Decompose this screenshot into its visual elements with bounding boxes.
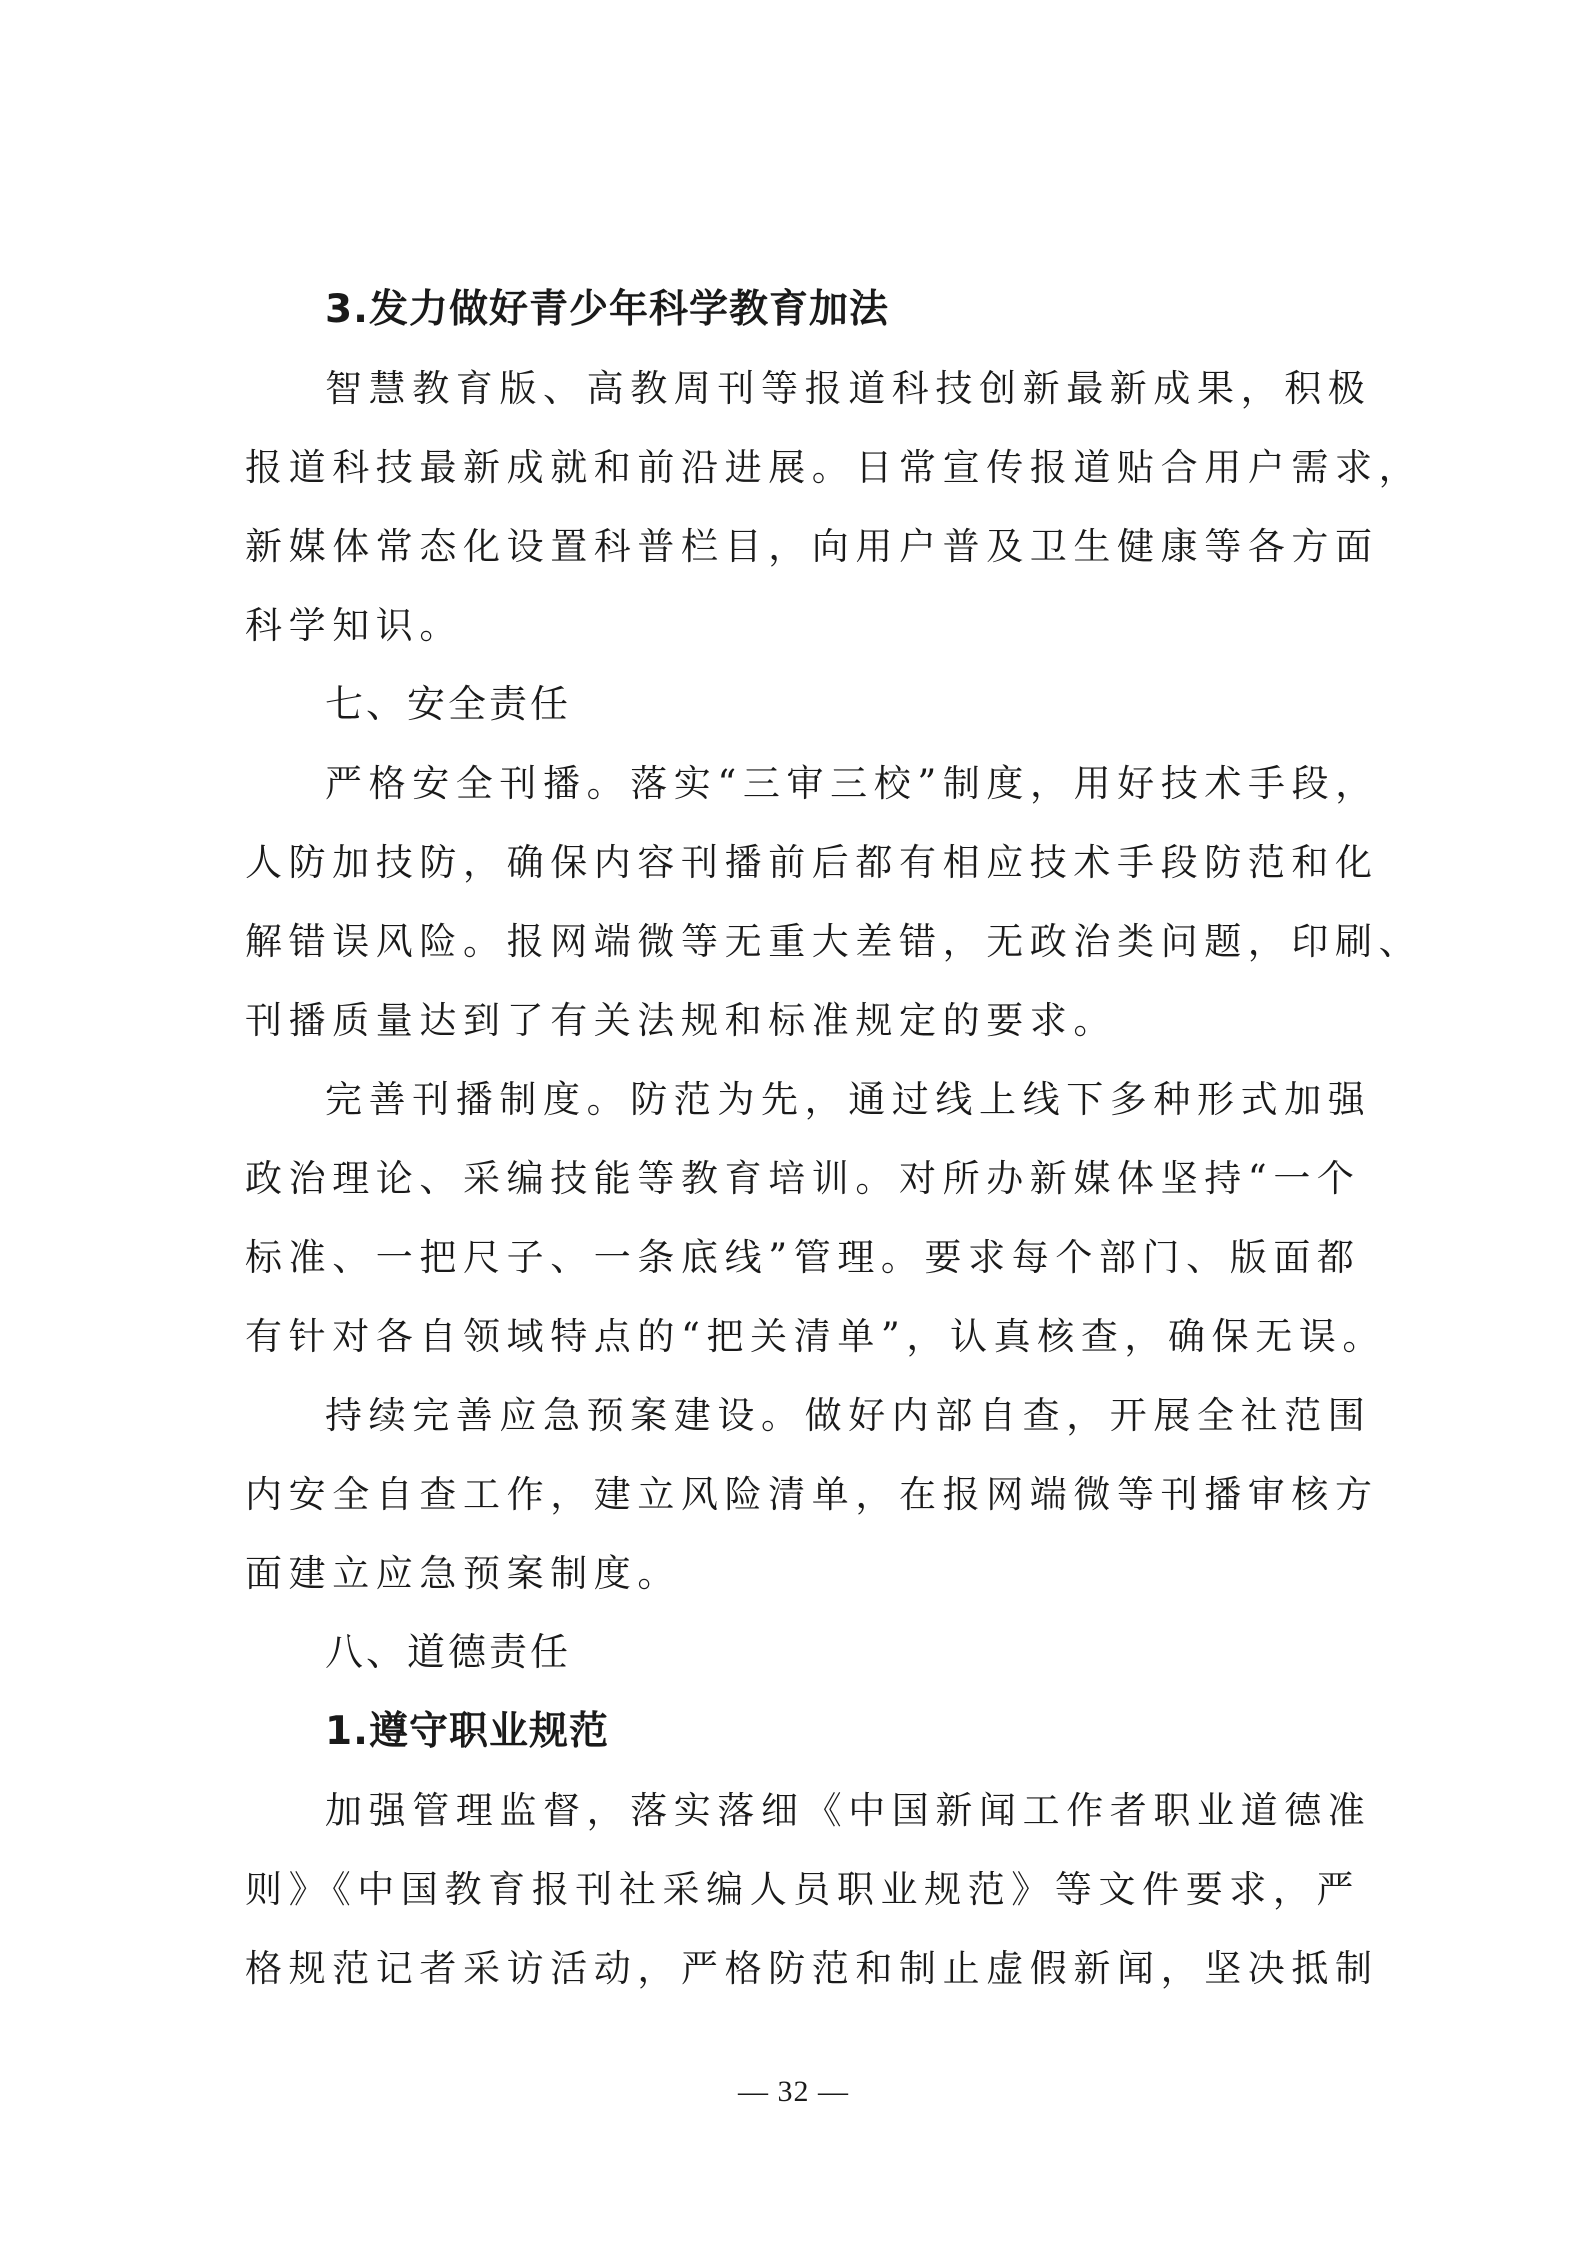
paragraph-line: 政治理论、采编技能等教育培训。对所办新媒体坚持“一个 <box>245 1157 1361 1200</box>
paragraph-improve-broadcast-system <box>245 1060 1387 1376</box>
paragraph-line: 有针对各自领域特点的“把关清单”，认真核查，确保无误。 <box>245 1315 1387 1358</box>
paragraph-line: 标准、一把尺子、一条底线”管理。要求每个部门、版面都 <box>245 1236 1361 1279</box>
paragraph-line: 解错误风险。报网端微等无重大差错，无政治类问题，印刷、 <box>245 920 1423 963</box>
paragraph-line: 新媒体常态化设置科普栏目，向用户普及卫生健康等各方面 <box>245 525 1379 568</box>
paragraph-management-supervision <box>245 1771 1379 2008</box>
paragraph-line: 刊播质量达到了有关法规和标准规定的要求。 <box>245 999 1117 1042</box>
paragraph-emergency-plan <box>245 1376 1379 1613</box>
subheading-youth-science-education: 3.发力做好青少年科学教育加法 <box>325 287 889 332</box>
section-title-ethics-responsibility: 八、道德责任 <box>325 1630 572 1674</box>
paragraph-line: 加强管理监督，落实落细《中国新闻工作者职业道德准 <box>325 1789 1372 1832</box>
document-body <box>245 270 1423 2008</box>
subheading-professional-standards: 1.遵守职业规范 <box>325 1709 609 1754</box>
paragraph-line: 面建立应急预案制度。 <box>245 1552 681 1595</box>
paragraph-line: 智慧教育版、高教周刊等报道科技创新最新成果，积极 <box>325 367 1372 410</box>
paragraph-line: 严格安全刊播。落实“三审三校”制度，用好技术手段， <box>325 762 1379 805</box>
paragraph-science-reporting <box>245 349 1423 665</box>
paragraph-line: 格规范记者采访活动，严格防范和制止虚假新闻，坚决抵制 <box>245 1947 1379 1990</box>
section-title-safety-responsibility: 七、安全责任 <box>325 682 572 726</box>
paragraph-line: 内安全自查工作，建立风险清单，在报网端微等刊播审核方 <box>245 1473 1379 1516</box>
paragraph-line: 人防加技防，确保内容刊播前后都有相应技术手段防范和化 <box>245 841 1379 884</box>
paragraph-line: 持续完善应急预案建设。做好内部自查，开展全社范围 <box>325 1394 1372 1437</box>
paragraph-line: 则》《中国教育报刊社采编人员职业规范》等文件要求，严 <box>245 1868 1361 1911</box>
paragraph-line: 完善刊播制度。防范为先，通过线上线下多种形式加强 <box>325 1078 1372 1121</box>
paragraph-strict-broadcast-safety <box>245 744 1423 1060</box>
page-number: — 32 — <box>738 2075 849 2108</box>
paragraph-line: 报道科技最新成就和前沿进展。日常宣传报道贴合用户需求， <box>245 446 1423 489</box>
paragraph-line: 科学知识。 <box>245 604 463 647</box>
